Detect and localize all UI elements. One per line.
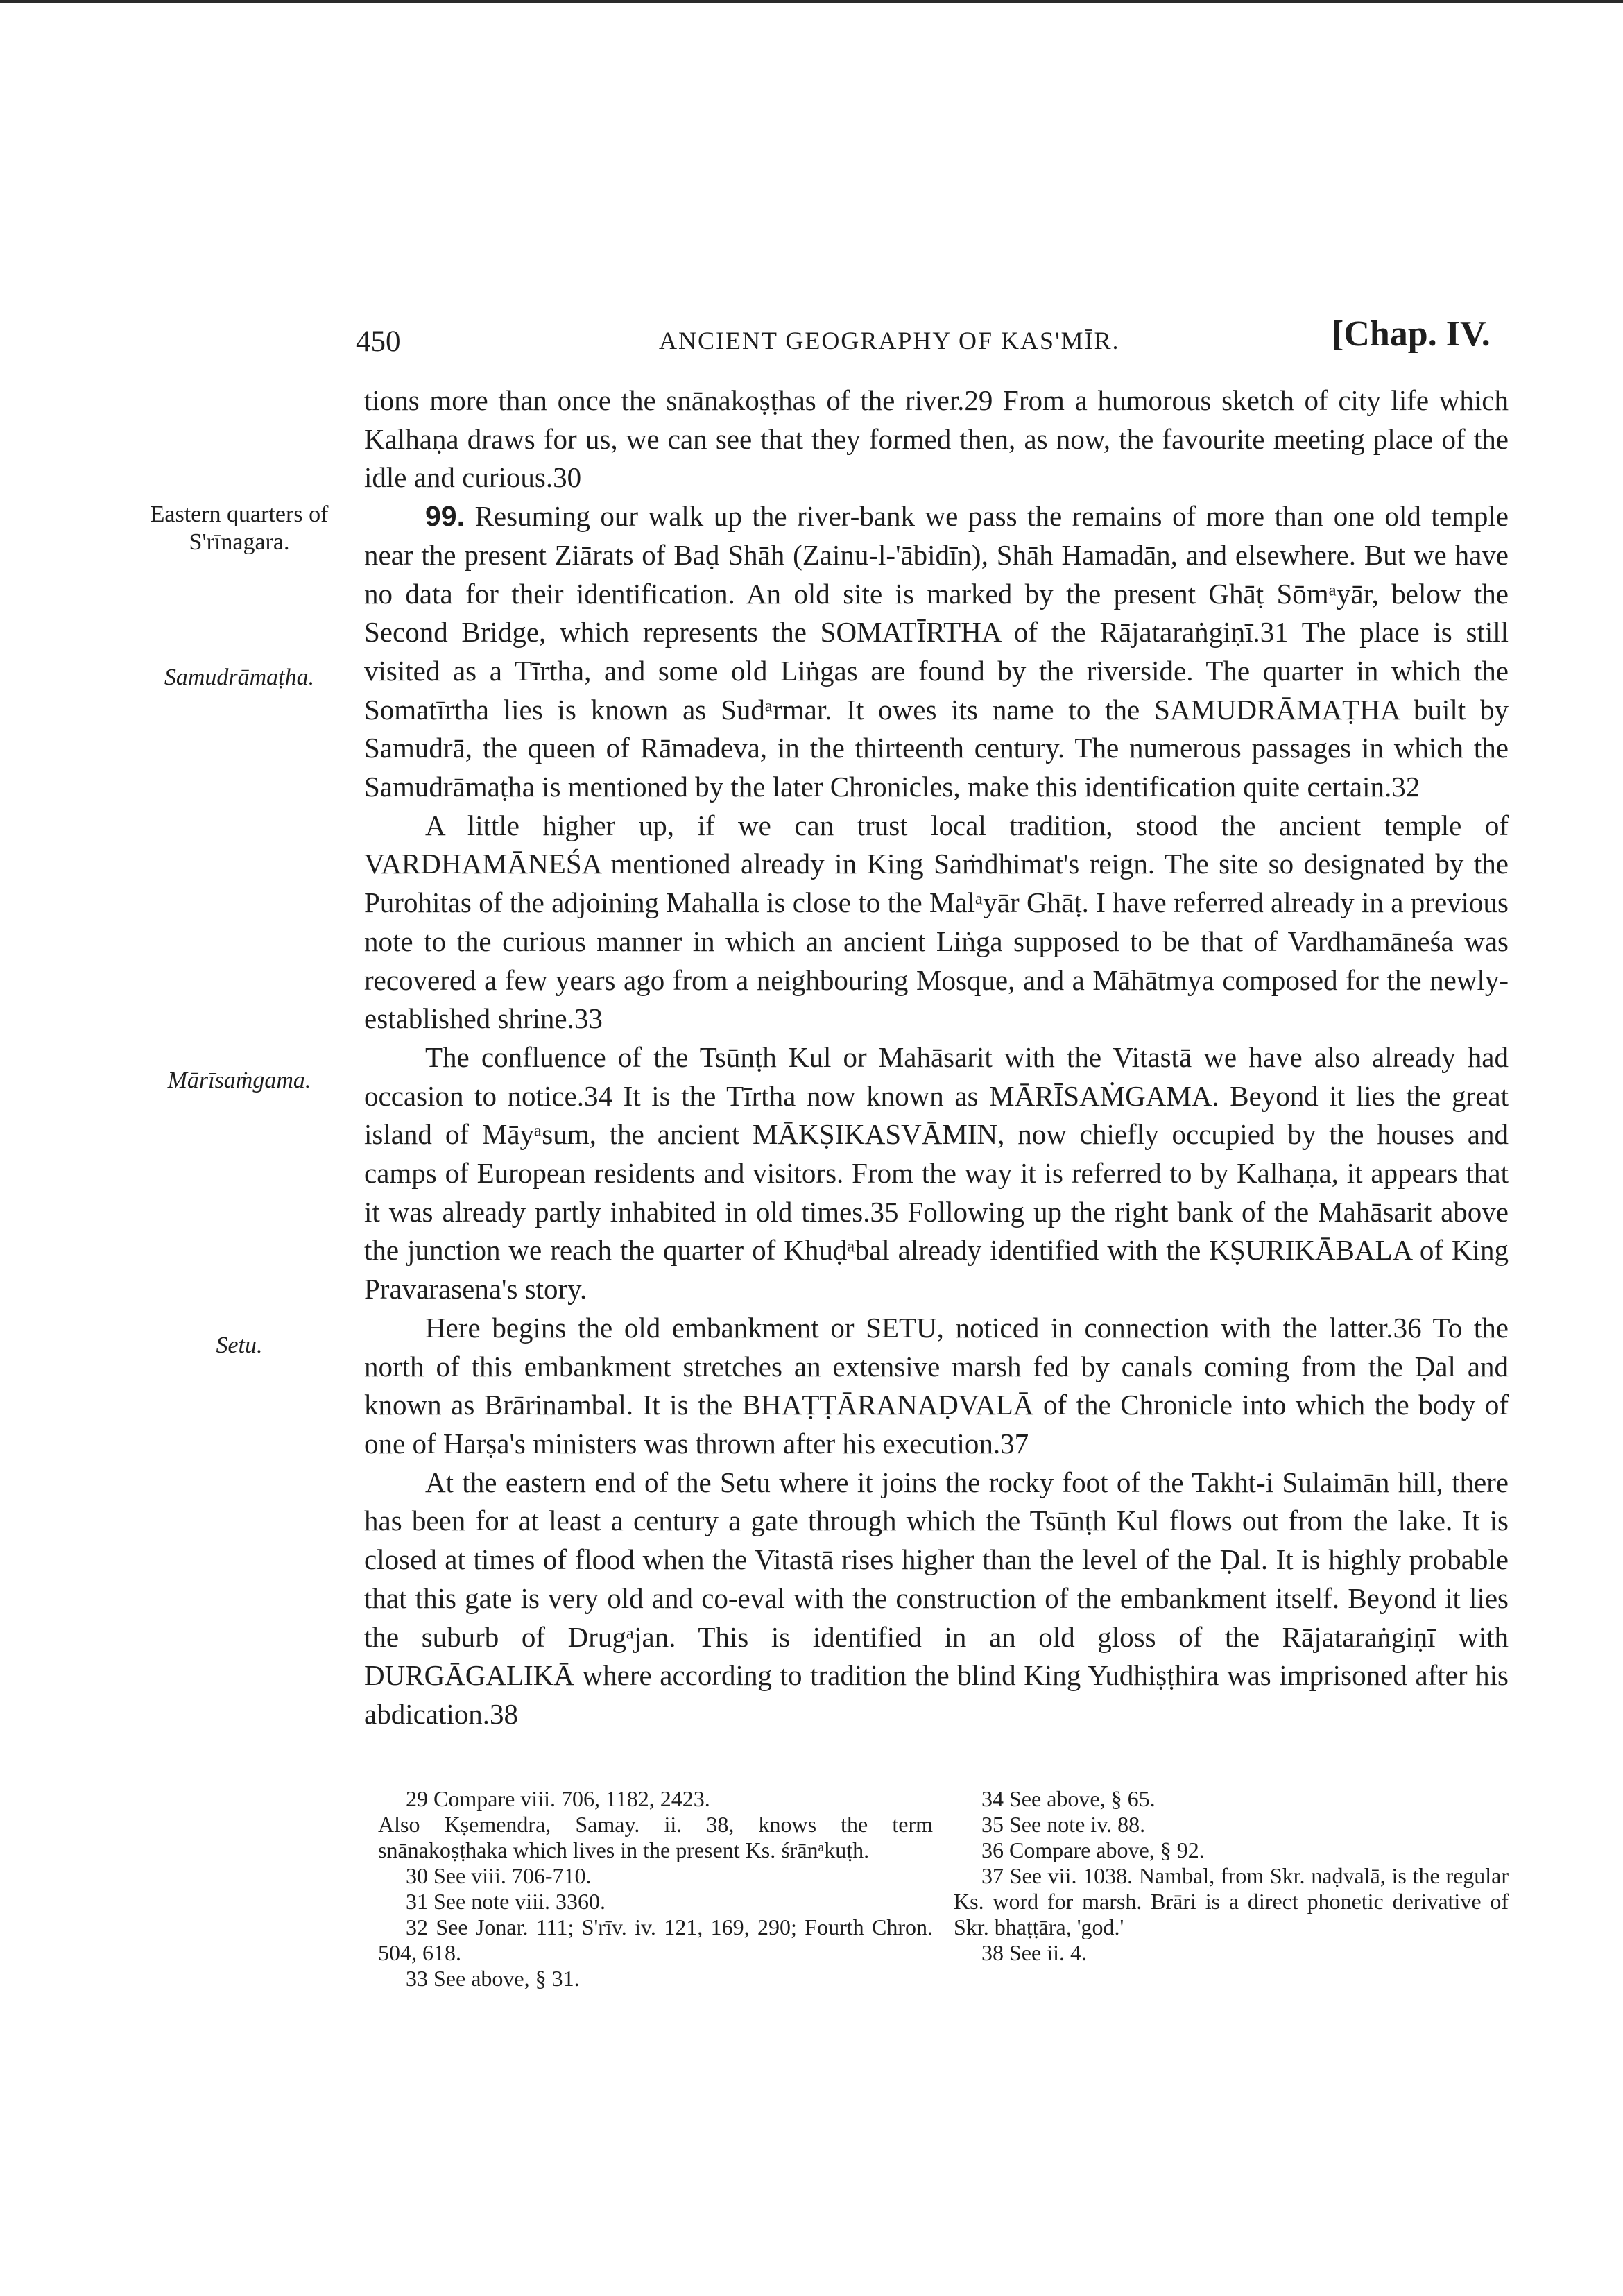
footnote: 38 See ii. 4. bbox=[981, 1940, 1087, 1965]
paragraph-number: 99. bbox=[425, 500, 465, 533]
footnote: 29 Compare viii. 706, 1182, 2423. bbox=[406, 1786, 710, 1811]
footnote: 36 Compare above, § 92. bbox=[981, 1837, 1205, 1862]
paragraph: A little higher up, if we can trust local tradition, stood the ancient temple of VARDHAMĀNEŚA mentioned already in King Saṁdhimat's reign. The site so designated by the Purohitas of the adjoining Mahalla is close to the Malᵃyār Ghāṭ. I have referred already in a previous note to the curious manner in which an ancient Liṅga supposed to be that of Vardhamāneśa was recovered a few years ago from a neighbouring Mosque, and a Māhātmya composed for the newly-established shrine.33 bbox=[364, 809, 1509, 1035]
main-text bbox=[364, 382, 1509, 1734]
margin-note-eastern-quarters: Eastern quarters of S'rīnagara. bbox=[150, 502, 329, 555]
footnote: 30 See viii. 706-710. bbox=[406, 1863, 592, 1888]
paragraph: Here begins the old embankment or SETU, noticed in connection with the latter.36 To the north of this embankment stretches an extensive marsh fed by canals coming from the Ḍal and known as Brārinambal. It is the BHAṬṬĀRANAḌVALĀ of the Chronicle into which the body of one of Harṣa's ministers was thrown after his execution.37 bbox=[364, 1311, 1509, 1459]
page-number: 450 bbox=[356, 325, 401, 358]
footnote: 34 See above, § 65. bbox=[981, 1786, 1156, 1811]
margin-note-setu: Setu. bbox=[216, 1333, 263, 1358]
footnote: 35 See note iv. 88. bbox=[981, 1812, 1146, 1837]
footnote: 37 See vii. 1038. Nambal, from Skr. naḍvalā, is the regular Ks. word for marsh. Brāri is a direct phonetic derivative of Skr. bhaṭṭāra, 'god.' bbox=[954, 1863, 1509, 1939]
footnotes-left-column bbox=[378, 1786, 933, 1991]
paragraph-text: Resuming our walk up the river-bank we pass the remains of more than one old temple near the present Ziārats of Baḍ Shāh (Zainu-l-'ābidīn), Shāh Hamadān, and elsewhere. But we have no data for their identification. An old site is marked by the present Ghāṭ Sōmᵃyār, below the Second Bridge, which represents the SOMATĪRTHA of the Rājataraṅgiṇī.31 The place is still visited as a Tīrtha, and some old Liṅgas are found by the riverside. The quarter in which the Somatīrtha lies is known as Sudᵃrmar. It owes its name to the SAMUDRĀMAṬHA built by Samudrā, the queen of Rāmadeva, in the thirteenth century. The numerous passages in which the Samudrāmaṭha is mentioned by the later Chronicles, make this identification quite certain.32 bbox=[364, 500, 1509, 803]
paragraph-99 bbox=[364, 497, 1509, 807]
paragraph: The confluence of the Tsūnṭh Kul or Mahāsarit with the Vitastā we have also already had occasion to notice.34 It is the Tīrtha now known as MĀRĪSAṀGAMA. Beyond it lies the great island of Māyᵃsum, the ancient MĀKṢIKASVĀMIN, now chiefly occupied by the houses and camps of European residents and visitors. From the way it is referred to by Kalhaṇa, it appears that it was already partly inhabited in old times.35 Following up the right bank of the Mahāsarit above the junction we reach the quarter of Khuḍᵃbal already identified with the KṢURIKĀBALA of King Pravarasena's story. bbox=[364, 1040, 1509, 1305]
paragraph: At the eastern end of the Setu where it joins the rocky foot of the Takht-i Sulaimān hill, there has been for at least a century a gate through which the Tsūnṭh Kul flows out from the lake. It is closed at times of flood when the Vitastā rises higher than the level of the Ḍal. It is highly probable that this gate is very old and co-eval with the construction of the embankment itself. Beyond it lies the suburb of Drugᵃjan. This is identified in an old gloss of the Rājataraṅgiṇī with DURGĀGALIKĀ where according to tradition the blind King Yudhiṣṭhira was imprisoned after his abdication.38 bbox=[364, 1466, 1509, 1730]
footnote: Also Kṣemendra, Samay. ii. 38, knows the term snānakoṣṭhaka which lives in the present Ks. śrānᵃkuṭh. bbox=[378, 1812, 933, 1862]
footnote: 31 See note viii. 3360. bbox=[406, 1889, 606, 1914]
margin-note-marisamgama: Mārīsaṁgama. bbox=[167, 1068, 311, 1093]
paragraph: tions more than once the snānakoṣṭhas of the river.29 From a humorous sketch of city life which Kalhaṇa draws for us, we can see that they formed then, as now, the favourite meeting place of the idle and curious.30 bbox=[364, 384, 1509, 494]
footnote: 33 See above, § 31. bbox=[406, 1966, 580, 1991]
footnotes-right-column bbox=[954, 1786, 1509, 1966]
scan-top-edge bbox=[0, 0, 1623, 3]
margin-note-samudramatha: Samudrāmaṭha. bbox=[164, 665, 315, 690]
chapter-label: [Chap. IV. bbox=[1332, 314, 1491, 354]
footnote: 32 See Jonar. 111; S'rīv. iv. 121, 169, 290; Fourth Chron. 504, 618. bbox=[378, 1914, 933, 1965]
running-title: ANCIENT GEOGRAPHY OF KAS'MĪR. bbox=[659, 327, 1120, 354]
